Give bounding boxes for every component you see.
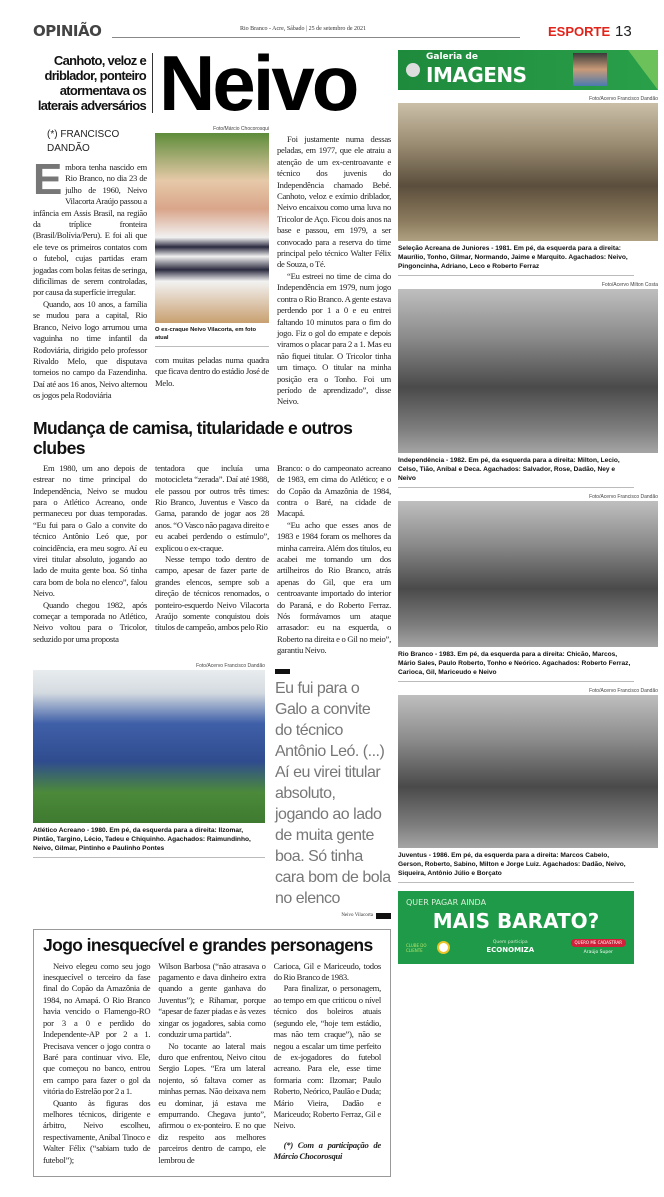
camera-icon (406, 63, 420, 77)
article-column-1: (*) FRANCISCO DANDÃO E mbora tenha nascido em Rio Branco, no dia 23 de julho de 1960, Neivo Vilacorta Araújo passou a infância em Assis Brasil, na região da tríplice fronteira (Brasil/Bolívia/Peru). E foi ali que ele teve os primeiros contatos com o futebol, cujas partidas eram jogadas com bolas feitas de seringa, dificílimas de serem controladas, por causa da superfície irregular. Quando, aos 10 anos, a família se mudou para a capital, Rio Branco, Neivo logo arrumou uma vaguinha no time infantil da Rodoviária, dirigido pelo professor Rivaldo Melo, que disputava torneios no campo da Fazendinha. Daí até aos 16 anos, Neivo alternou os jogos pela Rodoviária (33, 129, 147, 401)
box-column-1: Neivo elegeu como seu jogo inesquecível o terceiro da fase final do Copão da Amazônia de 1984, no Amapá. O Rio Branco havia vencido o Flamengo-RO por 3 a 0 e perdido do Independente-AP por 2 a 1. Precisava vencer o jogo contra o Baré para continuar vivo. Ele, que começou no banco, entrou em campo para fazer o gol da vitória do Estrelão por 2 a 1. Quanto às figuras dos melhores técnicos, dirigente e árbitro, Neivo escolheu, respectivamente, Aníbal Tinoco e Walter Félix (“sabiam tudo de futebol”); (43, 960, 151, 1165)
ad-headline: MAIS BARATO? (432, 909, 600, 933)
portrait-photo (155, 133, 269, 323)
gallery-item-2 (398, 282, 658, 488)
section-logo-opiniao: OPINIÃO (33, 22, 102, 40)
gallery-photo-4 (398, 695, 658, 848)
article-kicker: Canhoto, veloz e driblador, ponteiro atormentava os laterais adversários (37, 53, 146, 113)
photo-credit: Foto/Acervo Francisco Dandão (589, 96, 658, 102)
quote-author-row (275, 913, 391, 919)
photo-credit: Foto/Márcio Chocorosqui (213, 126, 269, 132)
gallery-photo-1 (398, 103, 658, 241)
ad-footer (406, 939, 626, 956)
banner-title: IMAGENS (426, 63, 527, 87)
section2-column-1: Em 1980, um ano depois de estrear no time principal do Independência, Neivo se mudou para o Atlético Acreano, onde permaneceu por duas temporadas. “Eu fui para o Galo a convite do técnico Antônio Leó que, por coincidência, era meu sogro. Aí eu virei titular absoluto, jogando ao lado de muita gente boa. Só tinha cara bom de bola no elenco”, falou Neivo. Quando chegou 1982, após começar a temporada no Atlético, Neivo voltou para o Tricolor, seduzido por uma proposta (33, 462, 147, 644)
gallery-caption-1: Seleção Acreana de Juniores - 1981. Em pé, da esquerda para a direita: Maurílio, Tonho, Gilmar, Normando, Jaime e Marquito. Agachados: Neivo, Pingoncinha, Adriano, Leco e Roberto Ferraz (398, 241, 634, 276)
advertisement[interactable] (398, 891, 634, 964)
ad-cta-group (571, 939, 626, 956)
section2-body (33, 463, 391, 657)
gallery-column (398, 44, 658, 1177)
photo-credit: Foto/Acervo Francisco Dandão (589, 494, 658, 500)
gallery-banner (398, 50, 658, 90)
ad-cross-logo-icon (437, 941, 450, 954)
photo-quote-row (33, 663, 391, 919)
atletico-photo-block (33, 663, 265, 919)
header-rule (112, 37, 520, 38)
ad-cta-button[interactable]: QUERO ME CADASTRAR (571, 939, 626, 947)
gallery-caption-4: Juventus - 1986. Em pé, da esquerda para a direita: Marcos Cabelo, Gerson, Roberto, Sabino, Milton e Jorge Luiz. Agachados: Dadão, Neivo, Siqueira, Antônio Júlio e Borçato (398, 848, 634, 883)
gallery-photo-3 (398, 501, 658, 647)
sidebar-box (33, 929, 391, 1177)
article-body (33, 126, 391, 408)
kicker-divider (152, 53, 153, 113)
quote-author: Neivo Vilacorta (341, 913, 373, 919)
ad-tagline: ECONOMIZA (486, 946, 535, 954)
dateline: Rio Branco - Acre, Sábado | 25 de setembro de 2021 (240, 26, 367, 32)
ad-tagline-small: Quem participa (492, 940, 528, 945)
article-column-3: Foi justamente numa dessas peladas, em 1977, que ele atraiu a atenção de um ex-centroavante e técnico dos juvenis do Independência chamado Bebé. Canhoto, veloz e exímio driblador, Neivo encaixou como uma luva no Tricolor de Aço. Ficou dois anos na base e passou, em 1979, a ser convocado para a reserva do time principal pelo técnico Walter Félix de Souza, o Té. “Eu estreei no time de cima do Independência em 1979, num jogo contra o Rio Branco. A gente estava perdendo por 1 a 0 e eu entrei faltando 10 minutos para o fim do jogo. Fiz o gol do empate e depois viramos o placar para 2 a 1. Mas eu não fiquei titular. O Tricolor tinha um timaço. O titular na minha posição era o Tonho. Foi um período de aprendizado”, disse Neivo. (277, 134, 391, 407)
photo-credit: Foto/Acervo Francisco Dandão (196, 662, 265, 669)
photo-credit: Foto/Acervo Francisco Dandão (589, 688, 658, 694)
gallery-photo-2 (398, 289, 658, 453)
quote-mark-bar (275, 669, 290, 674)
footnote: (*) Com a participação de Márcio Chocorosqui (273, 1139, 381, 1162)
drop-cap: E (33, 155, 63, 204)
banner-small-text: Galeria de (426, 52, 478, 62)
box-column-2: Wilson Barbosa (“não atrasava o pagamento e dava dinheiro extra quando a gente ganhava do Juventus”); e Rihamar, porque “apesar de fazer piadas e às vezes xingar os jogadores, sabia como conduzir uma partida”. No tocante ao lateral mais duro que enfrentou, Neivo citou Sergio Lopes. “Era um lateral nojento, só faltava comer as minhas pernas. Não deixava nem eu dominar, já estava me empurrando. Chegava junto”, afirmou o ex-ponteiro. E no que diz respeito aos melhores parceiros dentro de campo, ele lembrou de (158, 960, 266, 1165)
page-header (0, 0, 664, 44)
atletico-photo-caption: Atlético Acreano - 1980. Em pé, da esquerda para a direita: Ilzomar, Pintão, Targino, Lécio, Tadeu e Chiquinho. Agachados: Raimundinho, Neivo, Gilmar, Pintinho e Paulinho Pontes (33, 823, 265, 858)
main-article-area (33, 39, 391, 1177)
pull-quote-block (275, 663, 391, 919)
box-body (43, 961, 381, 1166)
article-column-2: Foto/Márcio Chocorosqui O ex-craque Neivo Vilacorta, em foto atual com muitas peladas numa quadra que ficava dentro do estádio José de Melo. (155, 126, 269, 388)
photo-credit: Foto/Acervo Milton Costa (601, 282, 658, 288)
portrait-caption: O ex-craque Neivo Vilacorta, em foto atual (155, 323, 269, 347)
article-title: Neivo (159, 39, 357, 127)
ad-club-logo: CLUBE DO CLIENTE (406, 942, 427, 953)
gallery-item-4 (398, 688, 658, 883)
box-column-3: Carioca, Gil e Mariceudo, todos do Rio Branco de 1983. Para finalizar, o personagem, ao tempo em que criticou o nível técnico dos boleiros atuais (segundo ele, “hoje tem estádio, mas não tem craque”), não se negou a escalar um time perfeito de ex-jogadores do futebol acreano. Para ele, esse time formaria com: Ilzomar; Paulo Roberto, Neórico, Paulão e Duda; Mário Vieira, Dadão e Mariceudo; Roberto Ferraz, Gil e Neivo. (*) Com a participação de Márcio Chocorosqui (273, 960, 381, 1162)
ad-brand-logo: Araújo Super (583, 950, 613, 955)
gallery-caption-3: Rio Branco - 1983. Em pé, da esquerda para a direita: Chicão, Marcos, Mário Sales, Paulo Roberto, Tonho e Neórico. Agachados: Roberto Ferraz, Carioca, Gil, Mariceudo e Neivo (398, 647, 634, 682)
ad-line-1: QUER PAGAR AINDA (406, 898, 487, 907)
section-heading: Mudança de camisa, titularidade e outros clubes (33, 417, 353, 458)
banner-corner (628, 50, 658, 90)
ad-club-group (406, 941, 450, 954)
gallery-item-3 (398, 494, 658, 682)
banner-portrait-thumb (573, 53, 607, 86)
section2-column-3: Branco: o do campeonato acreano de 1983, em cima do Atlético; e o do Copão da Amazônia de 1984, contra o Baré, na cidade de Macapá. “Eu acho que esses anos de 1983 e 1984 foram os melhores da minha carreira. Além dos títulos, eu acabei me tornando um dos artilheiros do Rio Branco, atrás apenas do Gil, que era um centroavante importado do interior do Paraná, e do Roberto Ferraz. Nós formávamos um ataque arrasador: eu na esquerda, o Roberto na direita e o Gil no meio”, garantiu Neivo. (277, 462, 391, 656)
headline-block (33, 39, 391, 127)
section-name: ESPORTE (548, 24, 611, 39)
page-number: 13 (615, 23, 632, 40)
box-heading: Jogo inesquecível e grandes personagens (43, 934, 373, 955)
gallery-item-1 (398, 96, 658, 276)
gallery-caption-2: Independência - 1982. Em pé, da esquerda para a direita: Milton, Lecio, Celso, Tião, Aníbal e Deca. Agachados: Salvador, Rose, Dadão, Ney e Neivo (398, 453, 634, 488)
section2-column-2: tentadora que incluía uma motocicleta “zerada”. Daí até 1988, ele passou por outros três times: Rio Branco, Juventus e Vasco da Gama, parando de jogar aos 28 anos. “O Vasco não pagava direito e eu acabei perdendo o estímulo”, explicou o ex-craque. Nesse tempo todo dentro de campo, apesar de fazer parte de grandes elencos, sempre sob a direção de técnicos renomados, o ponteiro-esquerdo Neivo Vilacorta Araújo somente conquistou dois títulos de campeão, ambos pelo Rio (155, 462, 269, 633)
quote-end-bar (376, 913, 391, 919)
ad-tagline-group (486, 940, 534, 955)
atletico-team-photo (33, 670, 265, 823)
pull-quote: Eu fui para o Galo a convite do técnico Antônio Leó. (...) Aí eu virei titular absoluto, jogando ao lado de muita gente boa. Só tinha cara bom de bola no elenco (275, 679, 391, 907)
byline: (*) FRANCISCO DANDÃO (47, 129, 120, 154)
